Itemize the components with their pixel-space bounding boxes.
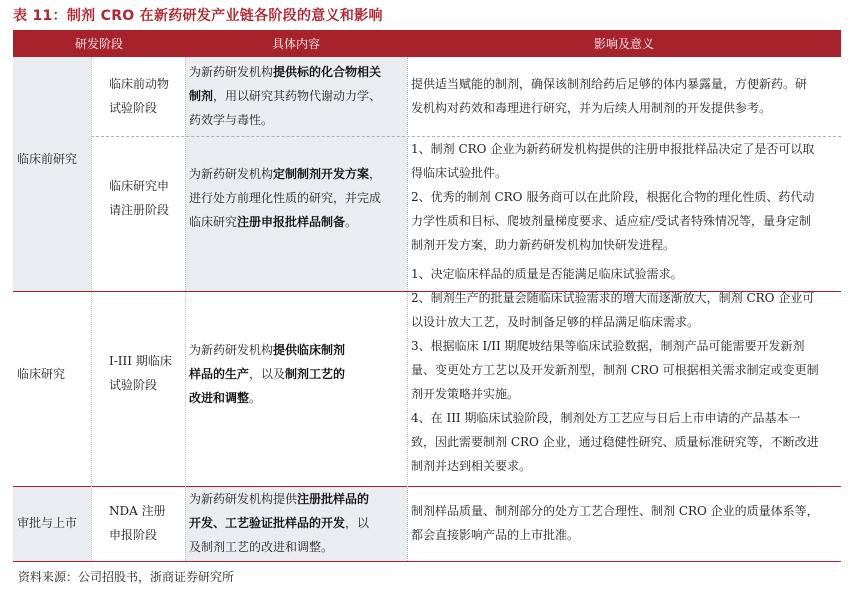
bold-text: 注册批样品的 <box>297 492 370 506</box>
content-line <box>189 60 405 84</box>
group-divider <box>13 486 841 487</box>
group-label-approval: 审批与上市 <box>17 516 78 530</box>
bold-text: 提供标的化合物相关 <box>273 65 382 79</box>
bold-text: 样品的生产 <box>189 367 250 381</box>
impact-line: 都会直接影响产品的上市批准。 <box>411 528 580 542</box>
bold-text: 定制制剂开发方案 <box>273 167 370 181</box>
stage-impact-table <box>13 30 841 563</box>
impact-cell <box>411 137 839 257</box>
impact-line: 得临床试验批件。 <box>411 166 508 180</box>
impact-cell <box>411 72 839 120</box>
content-line <box>189 186 405 210</box>
impact-line: 制剂并达到相关要求。 <box>411 459 532 473</box>
content-line <box>189 162 405 186</box>
text-segment: ，以 <box>345 516 370 530</box>
content-line <box>189 386 405 410</box>
text-segment: 进行处方前理化性质的研究，并完成 <box>189 191 382 205</box>
impact-line: 3、根据临床 I/II 期爬坡结果等临床试验数据，制剂产品可能需要开发新剂 <box>411 339 805 353</box>
bold-text: 改进和调整 <box>189 391 250 405</box>
substage-cell: NDA 注册 申报阶段 <box>109 504 166 542</box>
impact-line: 提供适当赋能的制剂，确保该制剂给药后足够的体内暴露量，方便新药。研 <box>411 77 808 91</box>
header-impact: 影响及意义 <box>407 30 841 57</box>
column-divider <box>185 57 186 561</box>
source-note: 资料来源：公司招股书，浙商证券研究所 <box>18 570 235 584</box>
bold-text: 制剂 <box>189 89 214 103</box>
content-line <box>189 108 405 132</box>
impact-cell <box>411 262 839 478</box>
content-cell <box>189 338 405 410</box>
text-segment: 临床研究 <box>189 215 238 229</box>
text-segment: 及制剂工艺的改进和调整。 <box>189 540 334 554</box>
table-bottom-rule <box>13 561 841 562</box>
impact-line: 发机构对药效和毒理进行研究，并为后续人用制剂的开发提供参考。 <box>411 101 772 115</box>
content-line <box>189 487 405 511</box>
substage-cell: 临床前动物 试验阶段 <box>109 77 170 115</box>
impact-line: 1、决定临床样品的质量是否能满足临床试验需求。 <box>411 267 683 281</box>
group-label-clinical: 临床研究 <box>17 367 66 381</box>
table-title: 表 11：制剂 CRO 在新药研发产业链各阶段的意义和影响 <box>13 8 383 24</box>
content-line <box>189 535 405 559</box>
impact-line: 制剂开发方案，助力新药研发机构加快研发进程。 <box>411 238 676 252</box>
text-segment: 为新药研发机构 <box>189 343 274 357</box>
content-line <box>189 84 405 108</box>
content-line <box>189 210 405 234</box>
column-divider <box>407 57 408 561</box>
group-label-preclinical: 临床前研究 <box>17 152 78 166</box>
content-line <box>189 362 405 386</box>
text-segment: 为新药研发机构提供 <box>189 492 298 506</box>
impact-line: 2、优秀的制剂 CRO 服务商可以在此阶段，根据化合物的理化性质、药代动 <box>411 190 815 204</box>
text-segment: 。 <box>345 215 358 229</box>
bold-text: 提供临床制剂 <box>273 343 346 357</box>
text-segment: 药效学与毒性。 <box>189 113 274 127</box>
impact-line: 以设计放大工艺，及时制备足够的样品满足临床需求。 <box>411 315 700 329</box>
content-cell <box>189 487 405 559</box>
content-line <box>189 511 405 535</box>
impact-line: 4、在 III 期临床试验阶段，制剂处方工艺应与日后上市申请的产品基本一 <box>411 411 801 425</box>
text-segment: 为新药研发机构 <box>189 167 274 181</box>
substage-cell: 临床研究申 请注册阶段 <box>109 179 170 217</box>
text-segment: 为新药研发机构 <box>189 65 274 79</box>
impact-line: 制剂样品质量、制剂部分的处方工艺合理性、制剂 CRO 企业的质量体系等， <box>411 504 819 518</box>
content-cell <box>189 162 405 234</box>
impact-cell <box>411 499 839 547</box>
content-line <box>189 338 405 362</box>
bold-text: 制剂工艺的 <box>285 367 346 381</box>
text-segment: ， <box>369 167 382 181</box>
substage-cell: I-III 期临床 试验阶段 <box>109 354 172 392</box>
impact-line: 致，因此需要制剂 CRO 企业，通过稳健性研究、质量标准研究等，不断改进 <box>411 435 819 449</box>
column-divider <box>91 57 92 561</box>
impact-line: 剂开发策略并实施。 <box>411 387 520 401</box>
impact-line: 量、变更处方工艺以及开发新剂型，制剂 CRO 可根据相关需求制定或变更制 <box>411 363 819 377</box>
text-segment: ，用以研究其药物代谢动力学、 <box>213 89 382 103</box>
impact-line: 力学性质和目标、爬坡剂量梯度要求、适应症/受试者特殊情况等，量身定制 <box>411 214 812 228</box>
impact-line: 2、制剂生产的批量会随临床试验需求的增大而逐渐放大，制剂 CRO 企业可 <box>411 291 815 305</box>
content-cell <box>189 60 405 132</box>
header-stage: 研发阶段 <box>13 30 185 57</box>
header-content: 具体内容 <box>185 30 407 57</box>
text-segment: 。 <box>249 391 262 405</box>
text-segment: ，以及 <box>249 367 286 381</box>
group-shade-preclinical <box>13 57 91 291</box>
impact-line: 1、制剂 CRO 企业为新药研发机构提供的注册申报批样品决定了是否可以取 <box>411 142 815 156</box>
bold-text: 开发、工艺验证批样品的开发 <box>189 516 346 530</box>
bold-text: 注册申报批样品制备 <box>237 215 346 229</box>
